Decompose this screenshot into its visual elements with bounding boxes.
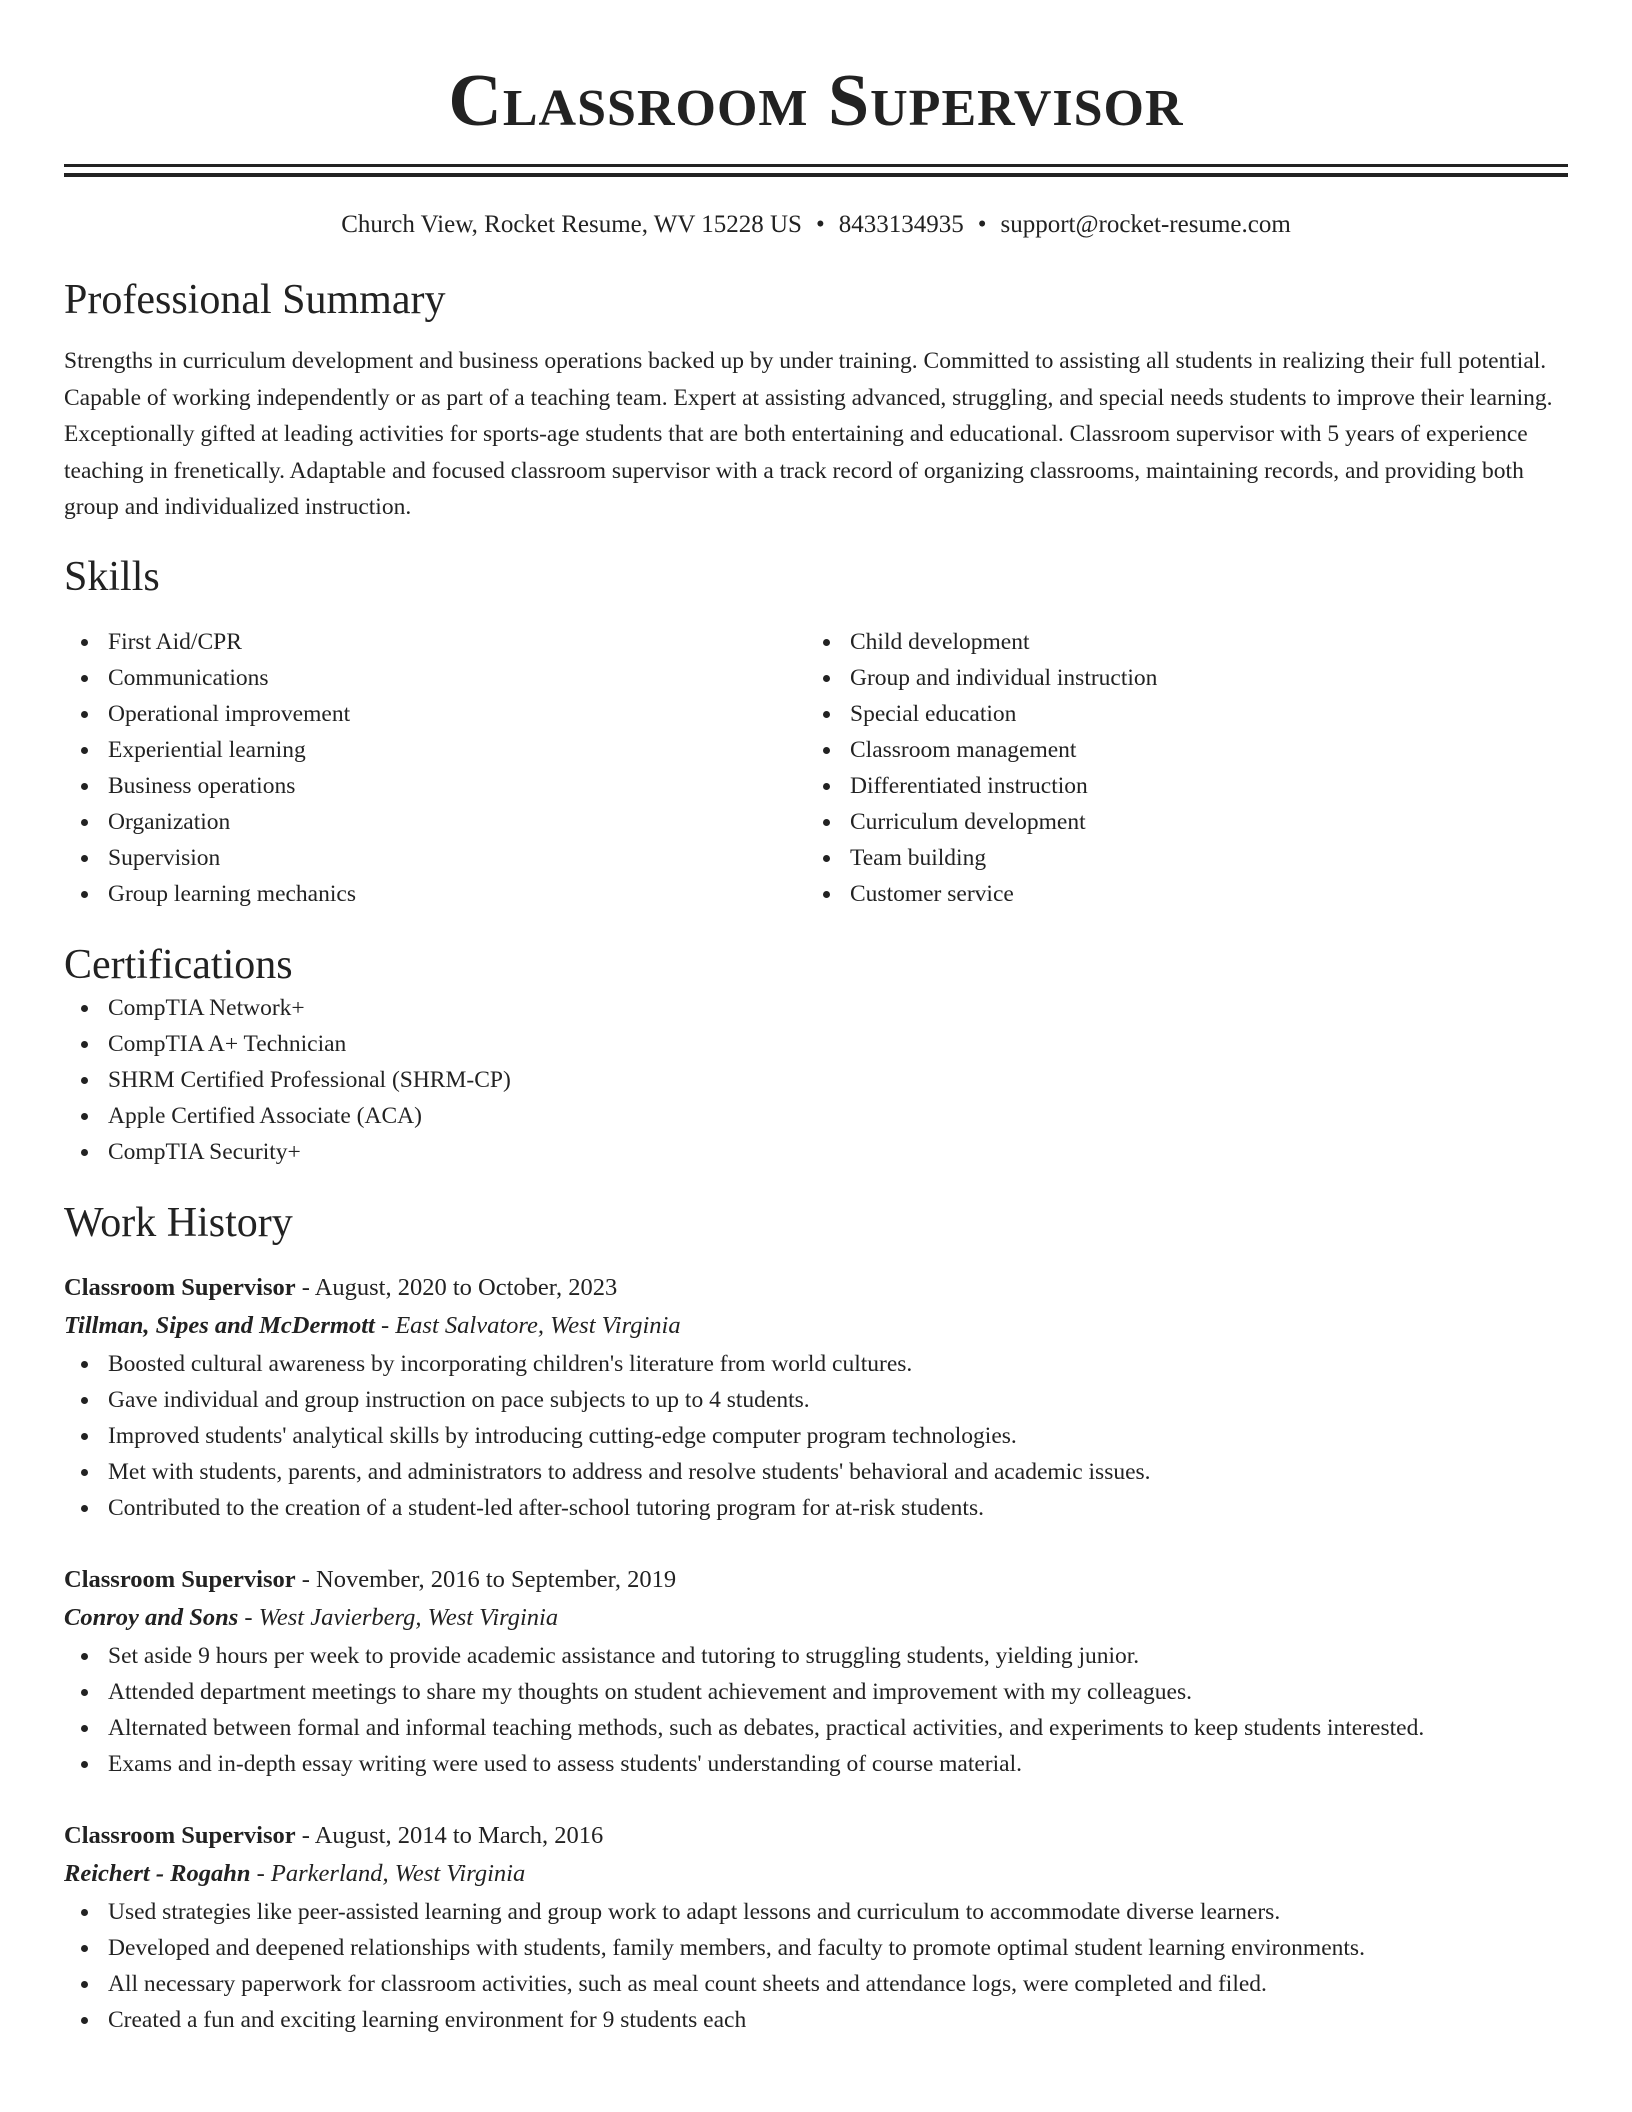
job-duties-list [64, 1638, 1568, 1782]
certification-item: CompTIA Security+ [64, 1134, 1568, 1170]
job-entry [64, 1818, 1568, 2038]
job-duty: Created a fun and exciting learning environment for 9 students each [64, 2002, 1568, 2038]
skill-item: Organization [64, 804, 806, 840]
job-duty: Boosted cultural awareness by incorporating children's literature from world cultures. [64, 1346, 1568, 1382]
contact-address: Church View, Rocket Resume, WV 15228 US [341, 211, 802, 238]
certification-item: SHRM Certified Professional (SHRM-CP) [64, 1062, 1568, 1098]
job-duty: Attended department meetings to share my thoughts on student achievement and improvement with my colleagues. [64, 1674, 1568, 1710]
job-duties-list [64, 1346, 1568, 1526]
skills-heading: Skills [64, 553, 160, 600]
work-history-heading: Work History [64, 1199, 293, 1246]
job-title-line [64, 1818, 1568, 1854]
skill-item: Supervision [64, 840, 806, 876]
job-company: Tillman, Sipes and McDermott [64, 1311, 375, 1339]
job-location: - Parkerland, West Virginia [250, 1859, 526, 1887]
skill-item: Special education [806, 696, 1548, 732]
contact-line [64, 209, 1568, 241]
skill-item: Group and individual instruction [806, 660, 1548, 696]
skill-item: Customer service [806, 876, 1548, 912]
contact-phone: 8433134935 [838, 211, 964, 238]
skill-item: Child development [806, 624, 1548, 660]
skills-list-right [806, 624, 1548, 912]
job-duty: All necessary paperwork for classroom activities, such as meal count sheets and attendance logs, were completed and filed. [64, 1966, 1568, 2002]
skills-column-right [806, 624, 1548, 912]
job-company: Reichert - Rogahn [64, 1859, 251, 1887]
job-role: Classroom Supervisor [64, 1273, 296, 1301]
skill-item: Communications [64, 660, 806, 696]
skill-item: Classroom management [806, 732, 1548, 768]
job-title-line [64, 1562, 1568, 1598]
resume-name: Classroom Supervisor [448, 60, 1184, 142]
job-duty: Gave individual and group instruction on pace subjects to up to 4 students. [64, 1382, 1568, 1418]
job-dates: - November, 2016 to September, 2019 [295, 1565, 677, 1593]
job-employer-line [64, 1306, 1568, 1346]
job-company: Conroy and Sons [64, 1603, 239, 1631]
header-divider-thick [64, 173, 1568, 177]
job-entry [64, 1562, 1568, 1782]
skill-item: Operational improvement [64, 696, 806, 732]
skill-item: Group learning mechanics [64, 876, 806, 912]
contact-separator: • [815, 211, 825, 238]
summary-heading: Professional Summary [64, 277, 446, 323]
header-divider-thin [64, 164, 1568, 167]
job-role: Classroom Supervisor [64, 1821, 296, 1849]
skill-item: Experiential learning [64, 732, 806, 768]
job-duty: Contributed to the creation of a student-led after-school tutoring program for at-risk students. [64, 1490, 1568, 1526]
skill-item: Differentiated instruction [806, 768, 1548, 804]
certification-item: Apple Certified Associate (ACA) [64, 1098, 1568, 1134]
skill-item: Team building [806, 840, 1548, 876]
resume-page [64, 0, 1568, 2038]
summary-text: Strengths in curriculum development and business operations backed up by under training. Committed to assisting all students in realizing their full potential. Capable of working independently or as part of a teaching team. Expert at assisting advanced, struggling, and special needs students to improve their learning. Exceptionally gifted at leading activities for sports-age students that are both entertaining and educational. Classroom supervisor with 5 years of experience teaching in frenetically. Adaptable and focused classroom supervisor with a track record of organizing classrooms, maintaining records, and providing both group and individualized instruction. [64, 348, 1553, 520]
job-role: Classroom Supervisor [64, 1565, 296, 1593]
job-duty: Exams and in-depth essay writing were used to assess students' understanding of course material. [64, 1746, 1568, 1782]
certification-item: CompTIA Network+ [64, 990, 1568, 1026]
job-dates: - August, 2020 to October, 2023 [295, 1273, 618, 1301]
certifications-heading: Certifications [64, 941, 293, 988]
job-location: - East Salvatore, West Virginia [374, 1311, 681, 1339]
job-duty: Set aside 9 hours per week to provide academic assistance and tutoring to struggling students, yielding junior. [64, 1638, 1568, 1674]
job-duty: Improved students' analytical skills by introducing cutting-edge computer program technologies. [64, 1418, 1568, 1454]
job-title-line [64, 1270, 1568, 1306]
job-duty: Used strategies like peer-assisted learning and group work to adapt lessons and curriculum to accommodate diverse learners. [64, 1894, 1568, 1930]
skills-grid [64, 624, 1568, 912]
skills-list-left [64, 624, 806, 912]
job-dates: - August, 2014 to March, 2016 [295, 1821, 604, 1849]
job-duties-list [64, 1894, 1568, 2038]
job-entry [64, 1270, 1568, 1526]
job-location: - West Javierberg, West Virginia [238, 1603, 559, 1631]
skills-column-left [64, 624, 806, 912]
certification-item: CompTIA A+ Technician [64, 1026, 1568, 1062]
certifications-list [64, 990, 1568, 1170]
contact-email: support@rocket-resume.com [1000, 211, 1291, 238]
contact-separator: • [977, 211, 987, 238]
job-duty: Developed and deepened relationships with students, family members, and faculty to promote optimal student learning environments. [64, 1930, 1568, 1966]
job-employer-line [64, 1598, 1568, 1638]
job-duty: Alternated between formal and informal teaching methods, such as debates, practical activities, and experiments to keep students interested. [64, 1710, 1568, 1746]
skill-item: Curriculum development [806, 804, 1548, 840]
job-duty: Met with students, parents, and administrators to address and resolve students' behavioral and academic issues. [64, 1454, 1568, 1490]
skill-item: First Aid/CPR [64, 624, 806, 660]
skill-item: Business operations [64, 768, 806, 804]
job-employer-line [64, 1854, 1568, 1894]
